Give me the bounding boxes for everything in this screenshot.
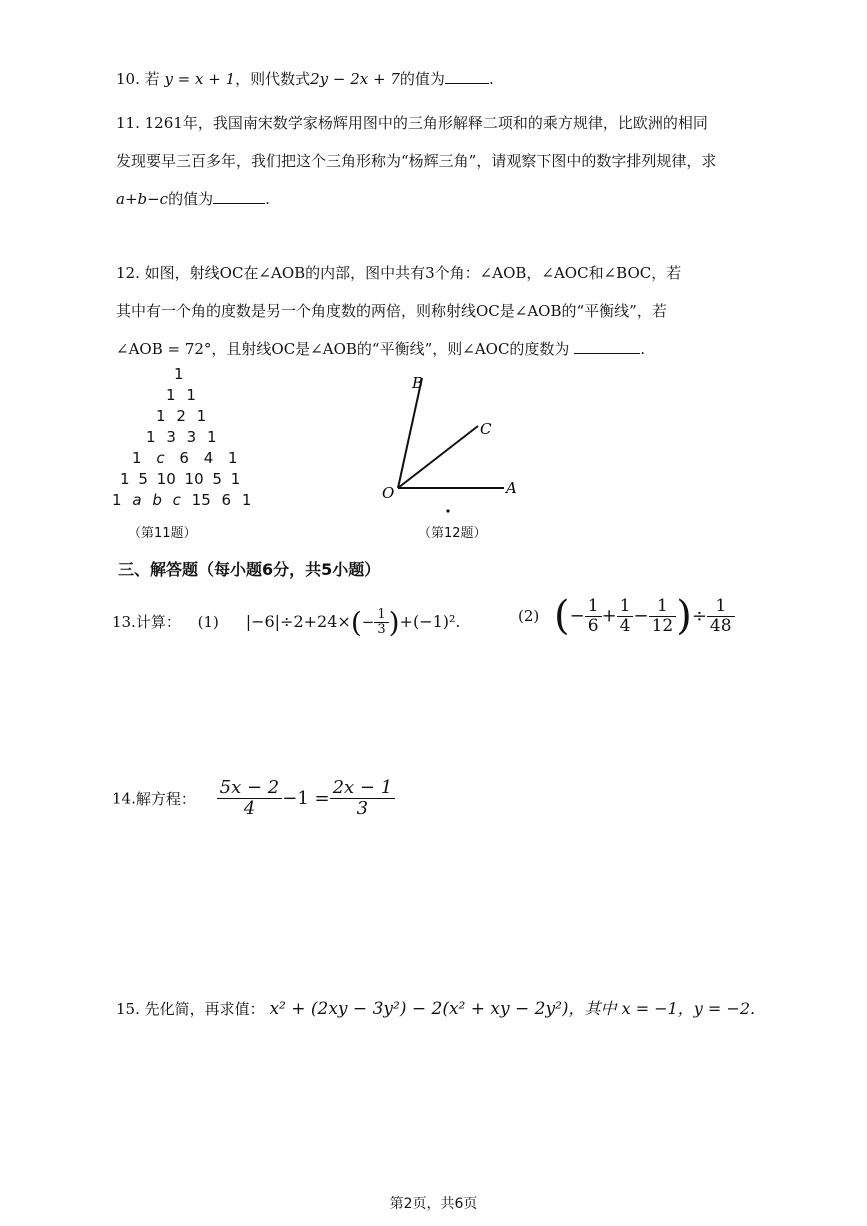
open-paren: (: [350, 605, 362, 639]
label-c: C: [480, 420, 492, 438]
q15-label: 先化简，再求值：: [144, 1000, 265, 1018]
close-paren: ): [388, 605, 400, 639]
triangle-number: 5: [138, 470, 148, 488]
q12-text: ∠AOB = 72°，且射线OC是∠AOB的“平衡线”，则∠AOC的度数为: [116, 340, 570, 358]
triangle-row: [146, 428, 217, 446]
denominator: 6: [587, 615, 599, 636]
question-number: 15.: [116, 1000, 140, 1018]
numerator: 1: [649, 597, 677, 617]
answer-blank[interactable]: [445, 69, 489, 84]
open-paren: (: [554, 593, 570, 639]
answer-blank[interactable]: [213, 189, 265, 204]
question-11-line1: [116, 112, 708, 133]
numerator: 5x − 2: [217, 778, 283, 799]
figure-11-caption: （第11题）: [128, 526, 197, 541]
close-paren: ): [676, 593, 692, 639]
q10-expression: 2y − 2x + 7: [310, 70, 400, 88]
fraction: [707, 597, 735, 635]
triangle-row: [174, 365, 184, 383]
numerator: 1: [617, 597, 634, 617]
denominator: 3: [356, 797, 369, 819]
triangle-number: 1: [186, 386, 196, 404]
q12-text: 如图，射线OC在∠AOB的内部，图中共有3个角：∠AOB，∠AOC和∠BOC，若: [144, 264, 682, 282]
question-number: 13.: [112, 612, 136, 631]
triangle-row: [132, 449, 238, 467]
triangle-number: 1: [174, 365, 184, 383]
numerator: 2x − 1: [330, 778, 396, 799]
angle-diagram: [370, 368, 530, 518]
q13-expression: +(−1)²: [399, 611, 456, 631]
question-11-line2: 发现要早三百多年，我们把这个三角形称为“杨辉三角”，请观察下图中的数字排列规律，求: [116, 152, 717, 170]
numerator: 1: [707, 597, 735, 617]
triangle-number: 6: [221, 491, 232, 509]
triangle-number: 1: [206, 428, 217, 446]
q11-text: 的值为: [168, 190, 214, 208]
q13-label: 计算：: [135, 612, 181, 631]
q11-end: .: [265, 190, 270, 208]
triangle-row: [112, 491, 251, 509]
q11-text: 1261年，我国南宋数学家杨辉用图中的三角形解释二项和的乘方规律，比欧洲的相同: [144, 114, 708, 132]
label-a: A: [506, 479, 517, 497]
q10-end: .: [488, 70, 494, 88]
q10-text: 若: [144, 70, 160, 88]
q12-end: .: [640, 340, 645, 358]
question-10: [116, 68, 494, 89]
question-12-line2: 其中有一个角的度数是另一个角度数的两倍，则称射线OC是∠AOB的“平衡线”，若: [116, 302, 667, 320]
q14-operator: −1 =: [282, 787, 330, 809]
q15-condition: ，其中 x = −1，y = −2.: [568, 999, 756, 1018]
answer-blank[interactable]: [574, 339, 640, 354]
triangle-number: 1: [132, 449, 142, 467]
q10-text: ，则代数式: [235, 70, 311, 88]
label-o: O: [382, 484, 395, 502]
denominator: 12: [651, 615, 674, 636]
triangle-number: 1: [166, 386, 176, 404]
triangle-variable: c: [156, 449, 165, 467]
denominator: 3: [377, 622, 386, 638]
q11-expression: a+b−c: [116, 190, 169, 208]
yanghui-triangle: [108, 365, 258, 510]
question-11-line3: [116, 188, 270, 209]
sign: −: [569, 605, 585, 627]
question-13-part2: [518, 593, 735, 639]
numerator: 1: [374, 608, 388, 623]
triangle-number: 1: [230, 470, 241, 488]
question-number: 14.: [112, 789, 136, 808]
question-13-part1: 13.计算： (1) |−6|÷2+24×(− $\frac{1}{3}$ )+(−1)².: [112, 605, 461, 639]
denominator: 4: [619, 615, 631, 636]
label-b: B: [412, 374, 424, 392]
question-15: [116, 996, 755, 1019]
q13-expression: |−6|÷2+24×: [245, 611, 351, 631]
q10-condition: y = x + 1: [164, 70, 236, 88]
triangle-number: 1: [196, 407, 207, 425]
triangle-number: 1: [120, 470, 130, 488]
triangle-variable: c: [172, 491, 181, 509]
triangle-number: 1: [146, 428, 156, 446]
sign: +: [601, 605, 617, 627]
triangle-number: 15: [191, 491, 211, 509]
denominator: 4: [243, 797, 256, 819]
divide-sign: ÷: [691, 605, 707, 627]
triangle-number: 1: [228, 449, 238, 467]
q10-text: 的值为: [399, 70, 445, 88]
triangle-number: 4: [203, 449, 214, 467]
triangle-variable: b: [152, 491, 162, 509]
q15-expression: x² + (2xy − 3y²) − 2(x² + xy − 2y²): [269, 999, 569, 1019]
section-heading: 三、解答题（每小题6分，共5小题）: [118, 560, 381, 579]
triangle-number: 5: [212, 470, 222, 488]
denominator: 48: [709, 615, 732, 636]
fraction: [374, 608, 388, 638]
q14-label: 解方程：: [135, 789, 196, 808]
triangle-number: 10: [156, 470, 176, 488]
question-14: [112, 778, 395, 819]
triangle-row: [156, 407, 206, 425]
stray-dot: [446, 509, 449, 512]
fraction: [330, 778, 396, 819]
fraction: [217, 778, 283, 819]
triangle-row: [166, 386, 196, 404]
triangle-number: 3: [166, 428, 176, 446]
triangle-row: [120, 470, 240, 488]
sign: −: [633, 605, 649, 627]
part-label: (1): [197, 612, 219, 631]
question-number: 11.: [116, 114, 140, 132]
fraction: [617, 597, 634, 635]
fraction: [649, 597, 677, 635]
triangle-number: 10: [184, 470, 204, 488]
triangle-number: 1: [241, 491, 252, 509]
question-12-line1: [116, 262, 681, 283]
triangle-number: 1: [156, 407, 166, 425]
numerator: 1: [585, 597, 602, 617]
question-12-line3: [116, 338, 645, 359]
triangle-number: 2: [176, 407, 186, 425]
part-label: (2): [518, 607, 540, 625]
question-number: 12.: [116, 264, 140, 282]
page-footer: 第2页，共6页: [389, 1196, 478, 1212]
triangle-variable: a: [132, 491, 142, 509]
triangle-number: 1: [112, 491, 122, 509]
figure-12-caption: （第12题）: [418, 526, 487, 541]
question-number: 10.: [116, 70, 140, 88]
triangle-number: 6: [179, 449, 189, 467]
triangle-number: 3: [186, 428, 197, 446]
fraction: [585, 597, 602, 635]
